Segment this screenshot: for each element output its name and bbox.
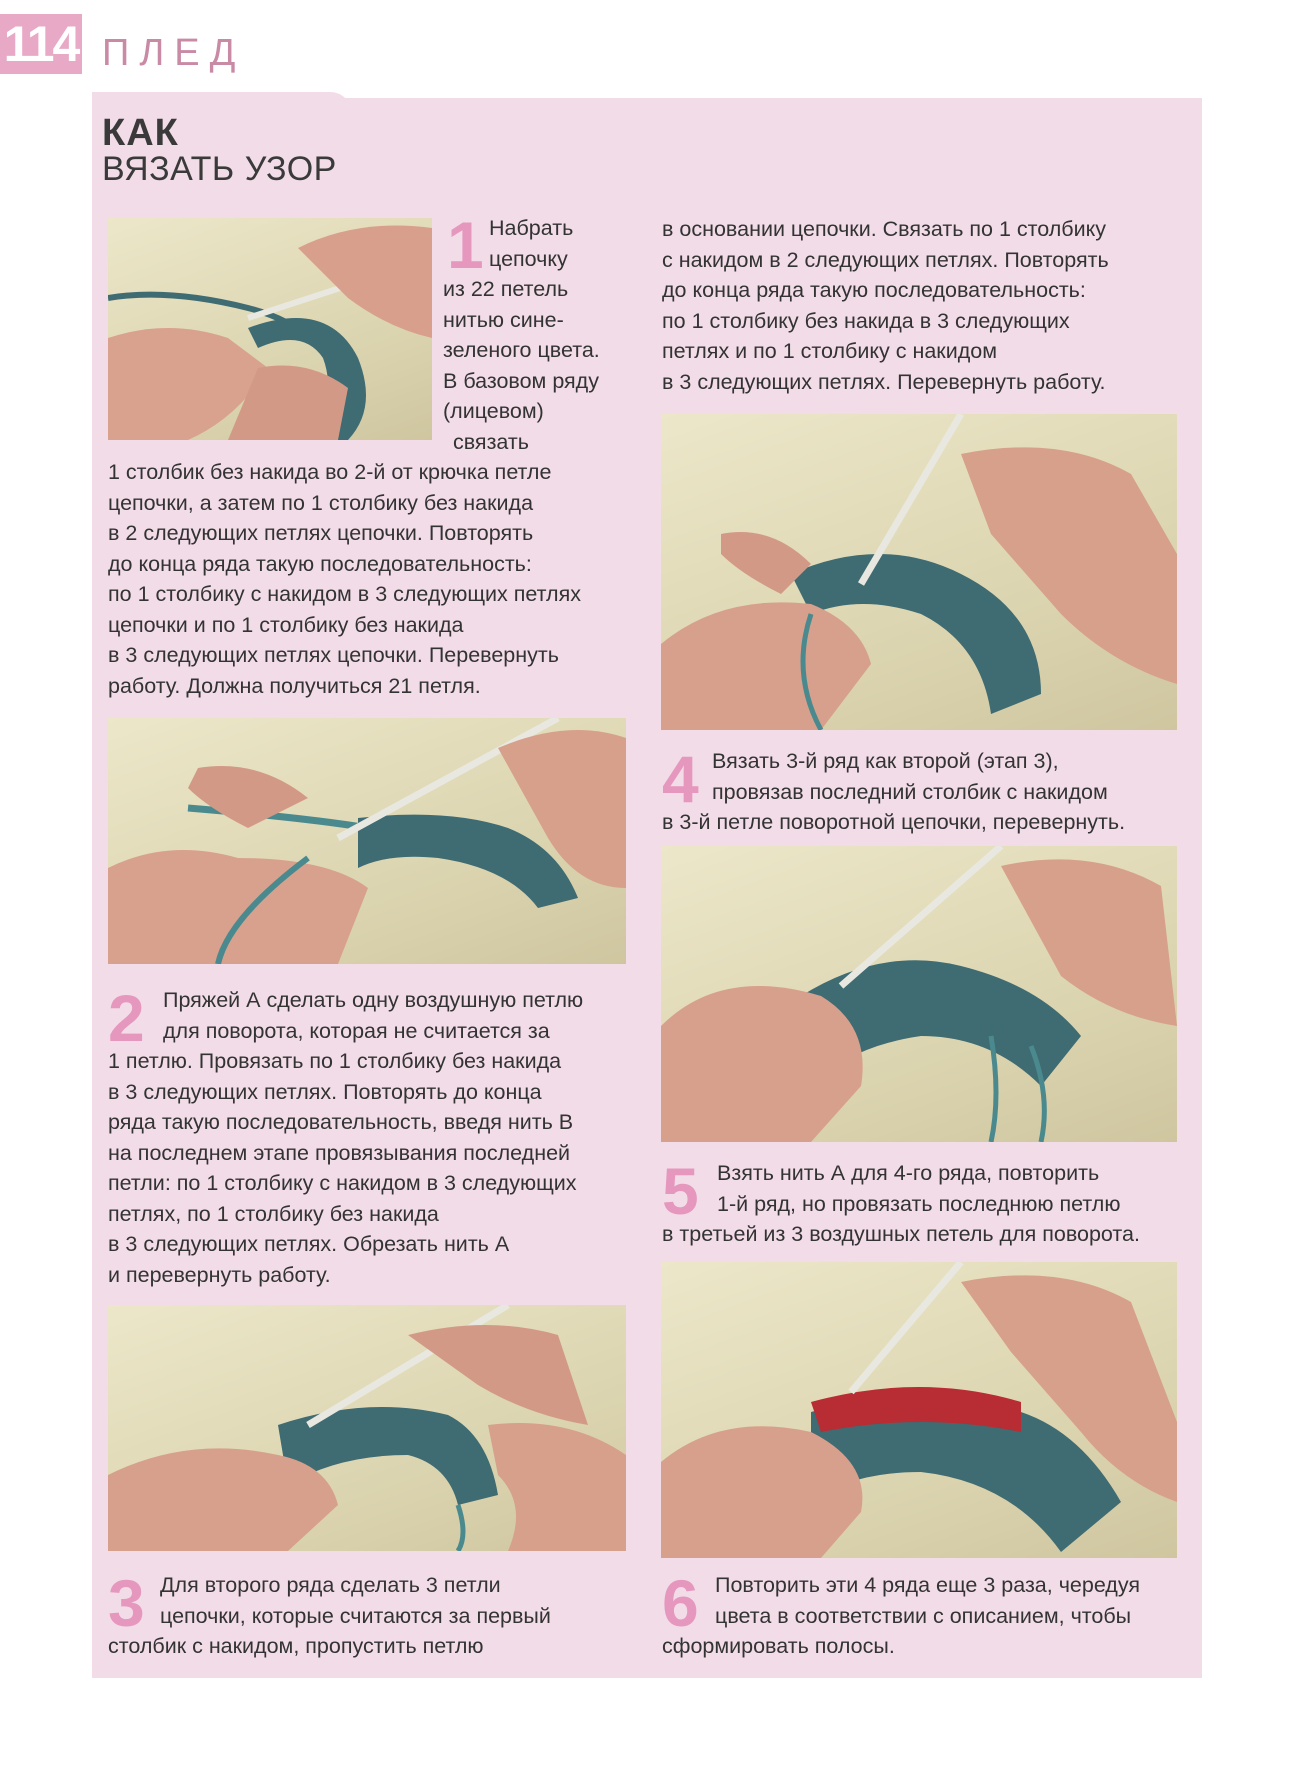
step-1-line: Набрать xyxy=(489,216,574,240)
step-4-photo xyxy=(661,414,1177,730)
step-3-continuation-line: в 3 следующих петлях. Перевернуть работу. xyxy=(662,369,1106,394)
step-1-line: работу. Должна получиться 21 петля. xyxy=(108,673,481,698)
step-1-line: 1 столбик без накида во 2-й от крючка петле xyxy=(108,460,552,484)
step-3-photo xyxy=(108,1305,626,1551)
step-2-line: на последнем этапе провязывания последней xyxy=(108,1140,571,1165)
section-title: ПЛЕД xyxy=(102,32,246,74)
step-2-line: 1 петлю. Провязать по 1 столбику без накида xyxy=(108,1049,562,1073)
step-1-line: зеленого цвета. xyxy=(443,338,600,362)
heading-line-1: КАК xyxy=(102,112,179,154)
step-3-continuation xyxy=(662,214,1182,397)
step-3-line: столбик с накидом, пропустить петлю xyxy=(108,1634,484,1658)
page-number: 114 xyxy=(0,14,82,74)
step-1-line: связать xyxy=(453,429,529,454)
step-5-number: 5 xyxy=(662,1154,699,1228)
step-1-line: по 1 столбику с накидом в 3 следующих петлях xyxy=(108,582,581,606)
step-3-continuation-line: петлях и по 1 столбику с накидом xyxy=(662,339,997,363)
step-1-line: В базовом ряду xyxy=(443,368,599,393)
step-1-line: (лицевом) xyxy=(443,399,544,423)
step-3-text xyxy=(108,1566,648,1662)
step-5-line: в третьей из 3 воздушных петель для поворота. xyxy=(662,1222,1140,1246)
step-4-line: провязав последний столбик с накидом xyxy=(712,779,1108,804)
step-1-line: цепочки и по 1 столбику без накида xyxy=(108,612,464,637)
step-3-line: цепочки, которые считаются за первый xyxy=(160,1603,551,1628)
step-5-text xyxy=(662,1154,1182,1250)
step-5-line: 1-й ряд, но провязать последнюю петлю xyxy=(717,1191,1121,1216)
step-2-line: для поворота, которая не считается за xyxy=(163,1018,550,1043)
step-4-line: в 3-й петле поворотной цепочки, перевернуть. xyxy=(662,810,1126,834)
step-1-number: 1 xyxy=(447,208,484,282)
step-2-line: в 3 следующих петлях. Обрезать нить А xyxy=(108,1232,510,1256)
step-4-number: 4 xyxy=(662,742,699,816)
step-5-line: Взять нить А для 4-го ряда, повторить xyxy=(717,1161,1100,1185)
step-2-line: петли: по 1 столбику с накидом в 3 следующих xyxy=(108,1171,577,1195)
step-2-number: 2 xyxy=(108,981,145,1055)
step-1-line: в 2 следующих петлях цепочки. Повторять xyxy=(108,521,534,545)
step-6-number: 6 xyxy=(662,1566,699,1640)
step-2-photo xyxy=(108,718,626,964)
step-6-line: Повторить эти 4 ряда еще 3 раза, чередуя xyxy=(715,1573,1141,1597)
step-5-photo xyxy=(661,846,1177,1142)
step-6-text xyxy=(662,1566,1182,1662)
step-1-line: нитью сине- xyxy=(443,307,564,332)
step-3-continuation-line: с накидом в 2 следующих петлях. Повторять xyxy=(662,247,1109,272)
step-3-number: 3 xyxy=(108,1566,145,1640)
step-3-continuation-line: по 1 столбику без накида в 3 следующих xyxy=(662,308,1070,333)
step-2-line: в 3 следующих петлях. Повторять до конца xyxy=(108,1079,542,1104)
heading-line-2: ВЯЗАТЬ УЗОР xyxy=(102,150,337,188)
step-6-line: сформировать полосы. xyxy=(662,1634,895,1658)
step-6-line: цвета в соответствии с описанием, чтобы xyxy=(715,1603,1132,1628)
step-1-line: в 3 следующих петлях цепочки. Перевернуть xyxy=(108,643,559,667)
step-2-line: ряда такую последовательность, введя нить В xyxy=(108,1110,574,1134)
step-1-line: цепочку xyxy=(489,246,568,271)
step-4-line: Вязать 3-й ряд как второй (этап 3), xyxy=(712,749,1059,773)
step-1-line: цепочки, а затем по 1 столбику без накида xyxy=(108,490,534,515)
step-2-line: Пряжей А сделать одну воздушную петлю xyxy=(163,988,584,1012)
step-3-continuation-line: в основании цепочки. Связать по 1 столбику xyxy=(662,217,1106,241)
step-1-photo xyxy=(108,218,432,440)
step-2-text xyxy=(108,981,648,1290)
step-2-line: и перевернуть работу. xyxy=(108,1262,331,1287)
step-3-continuation-line: до конца ряда такую последовательность: xyxy=(662,278,1086,302)
step-1-text-right xyxy=(443,208,633,457)
step-3-line: Для второго ряда сделать 3 петли xyxy=(160,1573,501,1597)
step-1-text-bottom xyxy=(108,457,648,701)
step-2-line: петлях, по 1 столбику без накида xyxy=(108,1201,439,1226)
step-1-line: до конца ряда такую последовательность: xyxy=(108,551,532,576)
step-6-photo xyxy=(661,1262,1177,1558)
step-4-text xyxy=(662,742,1182,838)
step-1-line: из 22 петель xyxy=(443,277,569,301)
